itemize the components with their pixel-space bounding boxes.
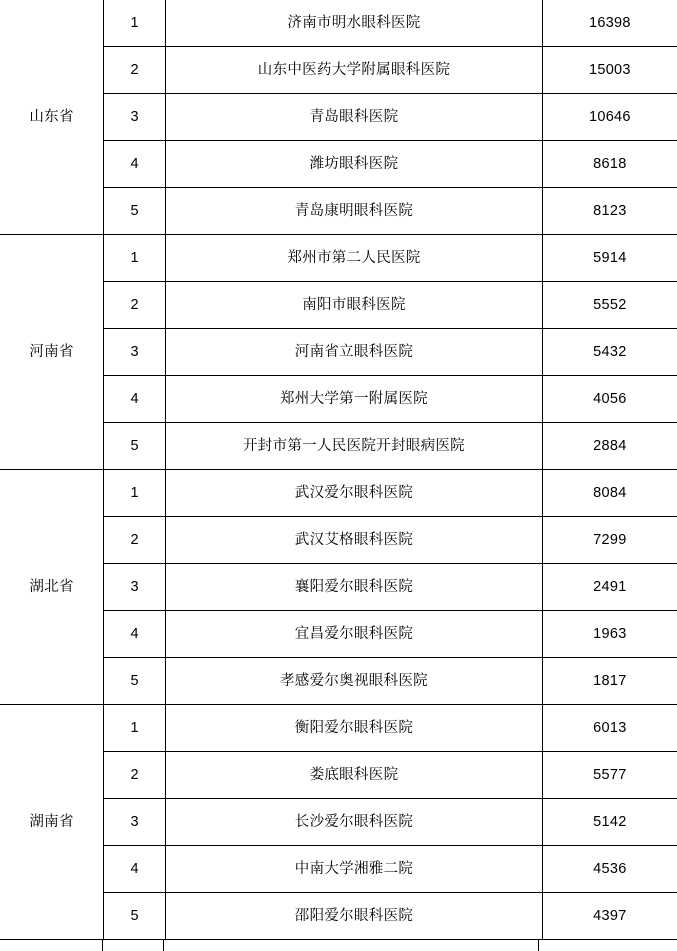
value-cell: 16398 bbox=[542, 0, 677, 47]
rank-cell: 4 bbox=[104, 376, 166, 423]
hospital-name-cell: 武汉爱尔眼科医院 bbox=[166, 470, 543, 517]
rank-cell: 1 bbox=[104, 0, 166, 47]
value-cell: 6013 bbox=[542, 705, 677, 752]
hospital-name-cell: 长沙爱尔眼科医院 bbox=[166, 799, 543, 846]
hospital-name-cell: 郑州市第二人民医院 bbox=[166, 235, 543, 282]
rank-cell: 5 bbox=[104, 893, 166, 940]
rank-cell: 2 bbox=[104, 282, 166, 329]
hospital-name-cell: 山东中医药大学附属眼科医院 bbox=[166, 47, 543, 94]
table-row bbox=[0, 0, 677, 47]
value-cell: 5142 bbox=[542, 799, 677, 846]
hospital-name-cell: 青岛康明眼科医院 bbox=[166, 188, 543, 235]
value-cell: 1963 bbox=[542, 611, 677, 658]
hospital-name-cell: 衡阳爱尔眼科医院 bbox=[166, 705, 543, 752]
table-row bbox=[0, 705, 677, 752]
hospital-name-cell: 潍坊眼科医院 bbox=[166, 141, 543, 188]
clipped-rank-cell bbox=[103, 940, 164, 951]
table-row bbox=[0, 470, 677, 517]
value-cell: 15003 bbox=[542, 47, 677, 94]
value-cell: 4056 bbox=[542, 376, 677, 423]
clipped-value-cell bbox=[539, 940, 677, 951]
rank-cell: 1 bbox=[104, 705, 166, 752]
rank-cell: 2 bbox=[104, 752, 166, 799]
value-cell: 5432 bbox=[542, 329, 677, 376]
value-cell: 4536 bbox=[542, 846, 677, 893]
rank-cell: 3 bbox=[104, 94, 166, 141]
rank-cell: 4 bbox=[104, 611, 166, 658]
province-cell: 湖北省 bbox=[0, 470, 104, 705]
hospital-name-cell: 娄底眼科医院 bbox=[166, 752, 543, 799]
rank-cell: 2 bbox=[104, 517, 166, 564]
hospital-name-cell: 中南大学湘雅二院 bbox=[166, 846, 543, 893]
value-cell: 8084 bbox=[542, 470, 677, 517]
rank-cell: 5 bbox=[104, 188, 166, 235]
rank-cell: 2 bbox=[104, 47, 166, 94]
hospital-name-cell: 郑州大学第一附属医院 bbox=[166, 376, 543, 423]
value-cell: 5914 bbox=[542, 235, 677, 282]
value-cell: 7299 bbox=[542, 517, 677, 564]
value-cell: 5552 bbox=[542, 282, 677, 329]
value-cell: 1817 bbox=[542, 658, 677, 705]
province-cell: 河南省 bbox=[0, 235, 104, 470]
hospital-name-cell: 青岛眼科医院 bbox=[166, 94, 543, 141]
rank-cell: 4 bbox=[104, 846, 166, 893]
hospital-name-cell: 南阳市眼科医院 bbox=[166, 282, 543, 329]
value-cell: 8123 bbox=[542, 188, 677, 235]
province-cell: 山东省 bbox=[0, 0, 104, 235]
clipped-hospital-name-cell bbox=[164, 940, 539, 951]
rank-cell: 4 bbox=[104, 141, 166, 188]
value-cell: 4397 bbox=[542, 893, 677, 940]
rank-cell: 1 bbox=[104, 235, 166, 282]
province-cell: 湖南省 bbox=[0, 705, 104, 940]
rank-cell: 3 bbox=[104, 799, 166, 846]
table-clipped-next-row bbox=[0, 940, 677, 951]
hospital-name-cell: 宜昌爱尔眼科医院 bbox=[166, 611, 543, 658]
rank-cell: 1 bbox=[104, 470, 166, 517]
hospital-name-cell: 襄阳爱尔眼科医院 bbox=[166, 564, 543, 611]
hospital-name-cell: 邵阳爱尔眼科医院 bbox=[166, 893, 543, 940]
value-cell: 2491 bbox=[542, 564, 677, 611]
hospital-name-cell: 河南省立眼科医院 bbox=[166, 329, 543, 376]
table-row bbox=[0, 235, 677, 282]
value-cell: 5577 bbox=[542, 752, 677, 799]
clipped-province-cell bbox=[0, 940, 103, 951]
rank-cell: 5 bbox=[104, 658, 166, 705]
hospital-name-cell: 孝感爱尔奥视眼科医院 bbox=[166, 658, 543, 705]
value-cell: 2884 bbox=[542, 423, 677, 470]
hospital-name-cell: 开封市第一人民医院开封眼病医院 bbox=[166, 423, 543, 470]
rank-cell: 3 bbox=[104, 329, 166, 376]
hospital-name-cell: 武汉艾格眼科医院 bbox=[166, 517, 543, 564]
hospital-name-cell: 济南市明水眼科医院 bbox=[166, 0, 543, 47]
value-cell: 8618 bbox=[542, 141, 677, 188]
rank-cell: 3 bbox=[104, 564, 166, 611]
rank-cell: 5 bbox=[104, 423, 166, 470]
value-cell: 10646 bbox=[542, 94, 677, 141]
